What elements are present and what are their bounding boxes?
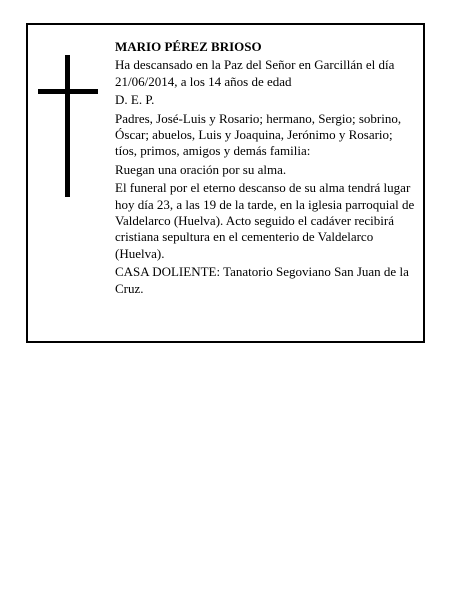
funeral-details: El funeral por el eterno descanso de su alma tendrá lugar hoy día 23, a las 19 de la tarde, en la iglesia parroquial de Valdelarco (Huelva). Acto seguido el cadáver recibirá cristiana sepultura en el cementerio de Valdelarco (Huelva). xyxy=(115,180,415,261)
prayer-request: Ruegan una oración por su alma. xyxy=(115,161,287,177)
mourning-house: CASA DOLIENTE: Tanatorio Segoviano San Juan de la Cruz. xyxy=(115,264,409,296)
family-list: Padres, José-Luis y Rosario; hermano, Sergio; sobrino, Óscar; abuelos, Luis y Joaquina, Jerónimo y Rosario; tíos, primos, amigos y demás familia: xyxy=(115,110,402,159)
rest-in-peace: D. E. P. xyxy=(115,92,155,108)
obituary-notice xyxy=(26,23,425,343)
cross-icon xyxy=(38,55,100,197)
deceased-name: MARIO PÉREZ BRIOSO xyxy=(115,39,262,54)
cross-vertical-bar xyxy=(65,55,70,197)
notice-text xyxy=(115,39,417,299)
cross-horizontal-bar xyxy=(38,89,98,94)
death-announcement: Ha descansado en la Paz del Señor en Garcillán el día 21/06/2014, a los 14 años de edad xyxy=(115,57,395,89)
